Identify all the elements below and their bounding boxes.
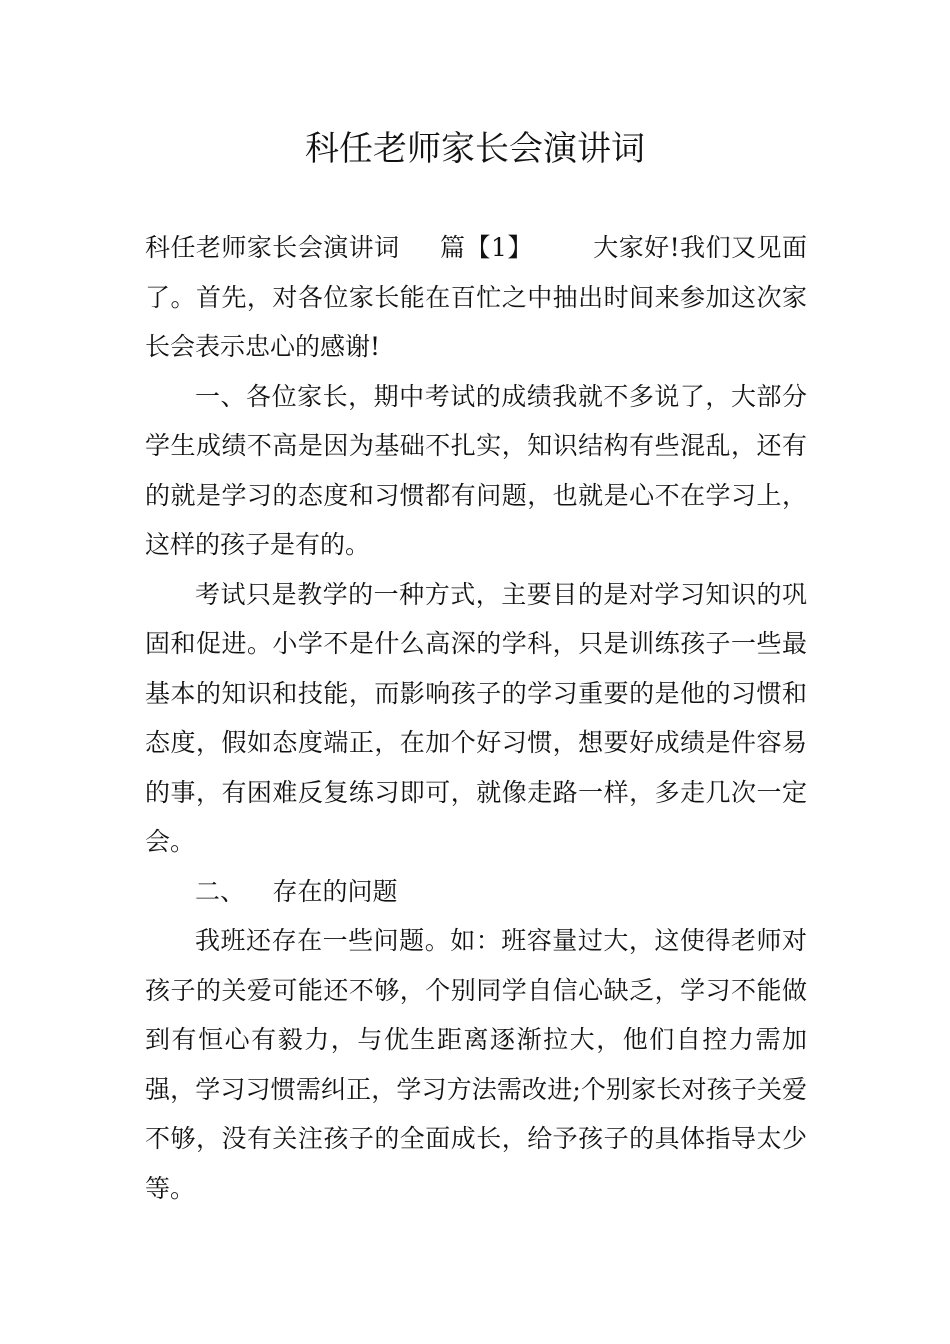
body-paragraph-1: 一、各位家长，期中考试的成绩我就不多说了，大部分学生成绩不高是因为基础不扎实，知识结构有些混乱，还有的就是学习的态度和习惯都有问题，也就是心不在学习上，这样的孩子是有的。	[145, 381, 807, 559]
intro-paragraph	[145, 223, 807, 372]
document-body	[145, 223, 807, 1213]
section-two-title: 存在的问题	[272, 876, 398, 906]
section-label: 篇【1】	[439, 233, 533, 262]
section-two-number: 二、	[195, 876, 246, 906]
intro-heading: 科任老师家长会演讲词	[145, 233, 400, 262]
document-title: 科任老师家长会演讲词	[305, 129, 645, 169]
section-two-heading	[145, 867, 807, 917]
intro-text: 大家好!我们又见面了。首先，对各位家长能在百忙之中抽出时间来参加这次家长会表示忠心的感谢!	[145, 233, 807, 361]
body-paragraph-3: 我班还存在一些问题。如：班容量过大，这使得老师对孩子的关爱可能还不够，个别同学自信心缺乏，学习不能做到有恒心有毅力，与优生距离逐渐拉大，他们自控力需加强，学习习惯需纠正，学习方法需改进;个别家长对孩子关爱不够，没有关注孩子的全面成长，给予孩子的具体指导太少等。	[145, 926, 807, 1203]
body-paragraph-2: 考试只是教学的一种方式，主要目的是对学习知识的巩固和促进。小学不是什么高深的学科，只是训练孩子一些最基本的知识和技能，而影响孩子的学习重要的是他的习惯和态度，假如态度端正，在加个好习惯，想要好成绩是件容易的事，有困难反复练习即可，就像走路一样，多走几次一定会。	[145, 579, 807, 856]
